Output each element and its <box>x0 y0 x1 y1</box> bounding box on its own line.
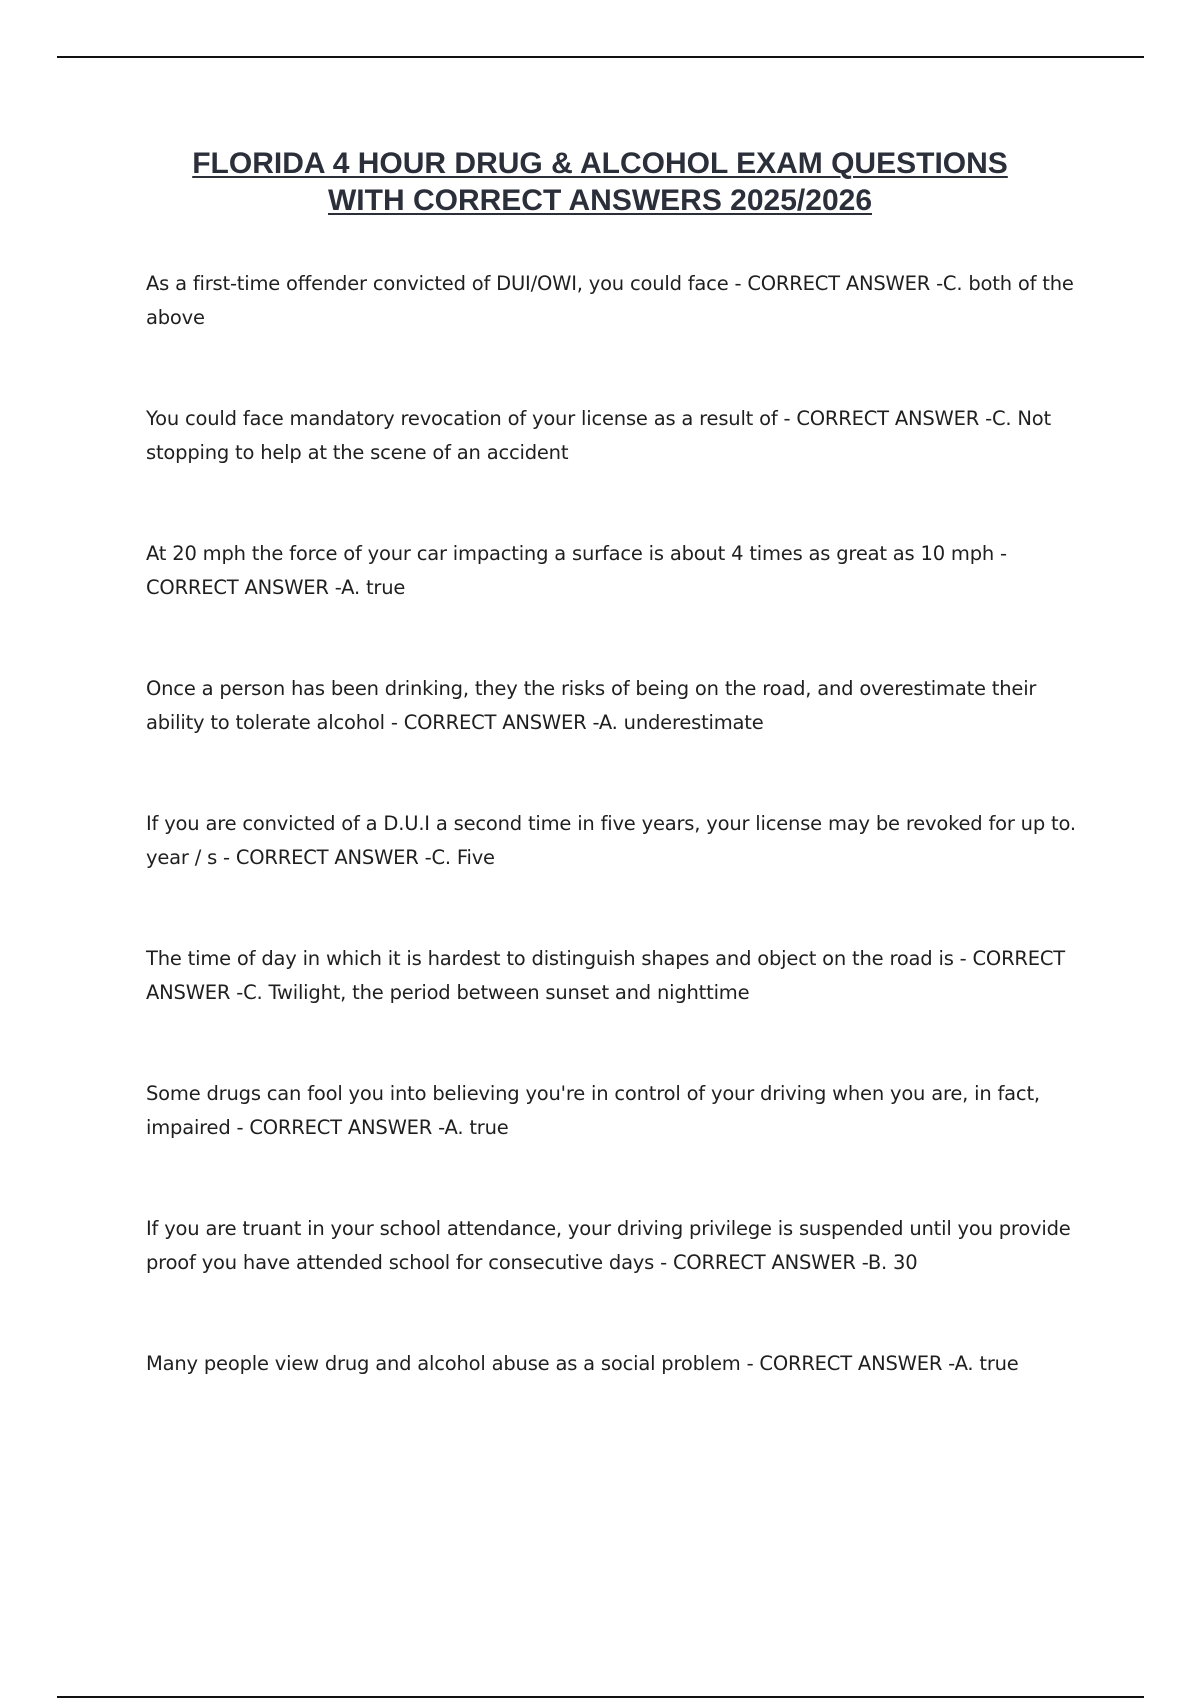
title-line-1: FLORIDA 4 HOUR DRUG & ALCOHOL EXAM QUESTIONS <box>192 147 1008 180</box>
bottom-rule <box>57 1696 1144 1698</box>
qa-item: Once a person has been drinking, they the risks of being on the road, and overestimate their ability to tolerate alcohol - CORRECT ANSWER -A. underestimate <box>146 677 1037 734</box>
qa-item: At 20 mph the force of your car impacting a surface is about 4 times as great as 10 mph - CORRECT ANSWER -A. true <box>146 542 1007 599</box>
qa-item: If you are truant in your school attendance, your driving privilege is suspended until you provide proof you have attended school for consecutive days - CORRECT ANSWER -B. 30 <box>146 1217 1071 1274</box>
qa-item: Some drugs can fool you into believing you're in control of your driving when you are, in fact, impaired - CORRECT ANSWER -A. true <box>146 1082 1040 1139</box>
qa-item: The time of day in which it is hardest to distinguish shapes and object on the road is - CORRECT ANSWER -C. Twilight, the period between sunset and nighttime <box>146 947 1066 1004</box>
question-answer-list <box>146 267 1096 1482</box>
qa-item: You could face mandatory revocation of your license as a result of - CORRECT ANSWER -C. Not stopping to help at the scene of an accident <box>146 407 1051 464</box>
top-rule <box>57 56 1144 58</box>
qa-item: Many people view drug and alcohol abuse as a social problem - CORRECT ANSWER -A. true <box>146 1352 1019 1375</box>
title-line-2: WITH CORRECT ANSWERS 2025/2026 <box>327 184 872 217</box>
qa-item: As a first-time offender convicted of DUI/OWI, you could face - CORRECT ANSWER -C. both of the above <box>146 272 1074 329</box>
qa-item: If you are convicted of a D.U.I a second time in five years, your license may be revoked for up to. year / s - CORRECT ANSWER -C. Five <box>146 812 1076 869</box>
page-title <box>100 145 1100 219</box>
